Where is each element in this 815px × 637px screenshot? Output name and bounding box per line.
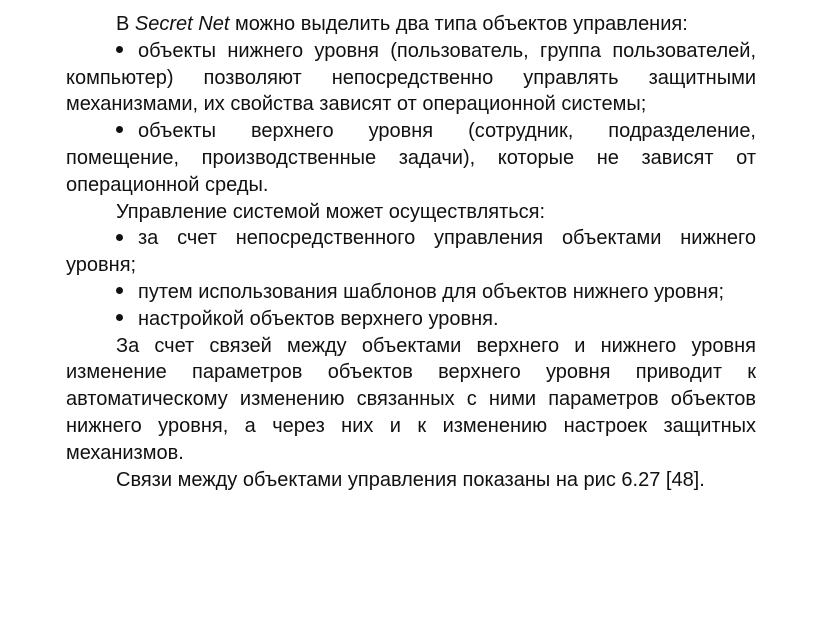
bullet-text: за счет непосредственного управления объектами нижнего уровня; — [66, 227, 756, 277]
bullet-text: объекты верхнего уровня (сотрудник, подразделение, помещение, производственные задачи), которые не зависят от операционной среды. — [66, 120, 756, 196]
bullet-item-low-level-objects — [66, 38, 756, 118]
bullet-item-high-level-objects — [66, 118, 756, 198]
bullet-icon — [116, 279, 138, 306]
bullet-icon — [116, 225, 138, 252]
product-name: Secret Net — [134, 13, 230, 35]
bullet-item-high-level-setup — [66, 306, 756, 333]
intro-pre: В — [116, 13, 135, 35]
figure-reference-paragraph: Связи между объектами управления показаны на рис 6.27 [48]. — [116, 468, 705, 491]
intro-paragraph — [66, 11, 756, 38]
management-paragraph: Управление системой может осуществляться: — [116, 200, 546, 223]
bullet-icon — [116, 118, 138, 145]
bullet-item-direct-management — [66, 225, 756, 279]
document-page — [66, 11, 756, 493]
bullet-icon — [116, 38, 138, 65]
bullet-icon — [116, 306, 138, 333]
links-paragraph: За счет связей между объектами верхнего и нижнего уровня изменение параметров объектов верхнего уровня приводит к автоматическому изменению связанных с ними параметров объектов нижнего уровня, а через них и к изменению настроек защитных механизмов. — [66, 334, 756, 464]
bullet-text: настройкой объектов верхнего уровня. — [138, 307, 499, 330]
bullet-item-templates — [66, 279, 756, 306]
intro-post: можно выделить два типа объектов управления: — [229, 13, 688, 35]
bullet-text: путем использования шаблонов для объектов нижнего уровня; — [138, 280, 725, 303]
bullet-text: объекты нижнего уровня (пользователь, группа пользователей, компьютер) позволяют непосредственно управлять защитными механизмами, их свойства зависят от операционной системы; — [66, 39, 756, 116]
